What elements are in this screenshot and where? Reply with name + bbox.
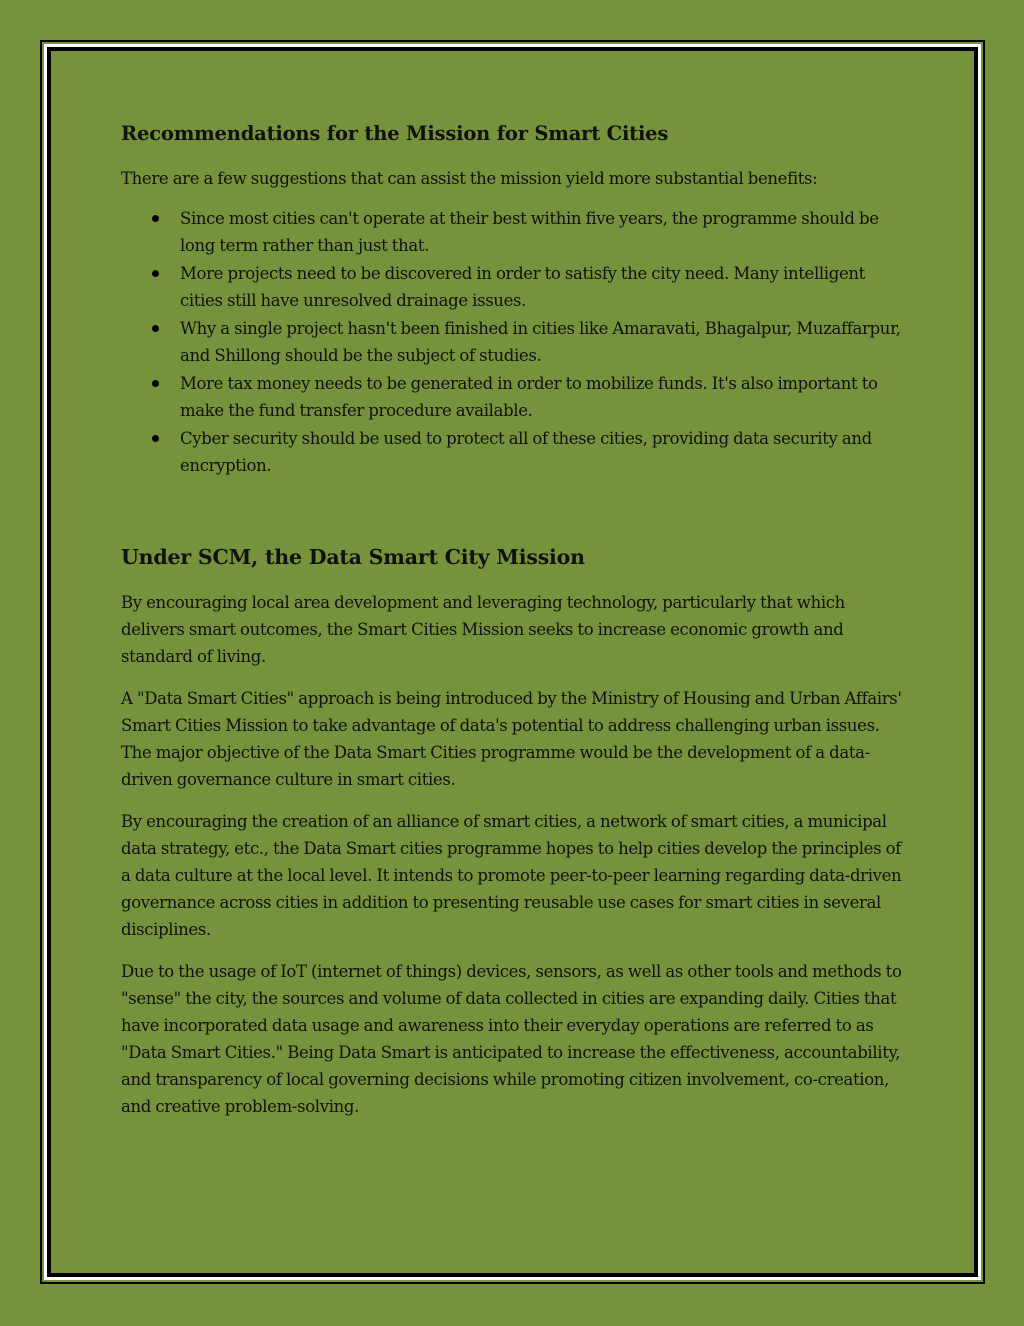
body-paragraph: Due to the usage of IoT (internet of things) devices, sensors, as well as other tools and methods to "sense" the city, the sources and volume of data collected in cities are expanding daily. Cities that have incorporated data usage and awareness into their everyday operations are referred to as "Data Smart Cities." Being Data Smart is anticipated to increase the effectiveness, accountability, and transparency of local governing decisions while promoting citizen involvement, co-creation, and creative problem-solving. bbox=[121, 962, 902, 1116]
body-paragraph: By encouraging local area development and leveraging technology, particularly that which delivers smart outcomes, the Smart Cities Mission seeks to increase economic growth and standard of living. bbox=[121, 593, 845, 666]
document-content bbox=[121, 118, 911, 1135]
list-item bbox=[121, 205, 911, 259]
bullet-icon bbox=[152, 270, 159, 277]
section-heading-recommendations: Recommendations for the Mission for Smart Cities bbox=[121, 122, 669, 145]
list-item bbox=[121, 425, 911, 479]
section-heading-data-smart-city: Under SCM, the Data Smart City Mission bbox=[121, 545, 585, 569]
bullet-icon bbox=[152, 380, 159, 387]
list-item-text: More tax money needs to be generated in order to mobilize funds. It's also important to make the fund transfer procedure available. bbox=[180, 374, 878, 420]
list-item-text: Why a single project hasn't been finished in cities like Amaravati, Bhagalpur, Muzaffarpur, and Shillong should be the subject of studies. bbox=[180, 319, 901, 365]
bullet-icon bbox=[152, 325, 159, 332]
list-item bbox=[121, 260, 911, 314]
recommendations-list bbox=[121, 205, 911, 479]
list-item-text: Cyber security should be used to protect all of these cities, providing data security and encryption. bbox=[180, 429, 872, 475]
body-paragraph: A "Data Smart Cities" approach is being introduced by the Ministry of Housing and Urban Affairs' Smart Cities Mission to take advantage of data's potential to address challenging urban issues. The major objective of the Data Smart Cities programme would be the development of a data-driven governance culture in smart cities. bbox=[121, 689, 902, 789]
intro-paragraph: There are a few suggestions that can assist the mission yield more substantial benefits: bbox=[121, 169, 818, 188]
list-item-text: More projects need to be discovered in order to satisfy the city need. Many intelligent cities still have unresolved drainage issues. bbox=[180, 264, 865, 310]
body-paragraph: By encouraging the creation of an alliance of smart cities, a network of smart cities, a municipal data strategy, etc., the Data Smart cities programme hopes to help cities develop the principles of a data culture at the local level. It intends to promote peer-to-peer learning regarding data-driven governance across cities in addition to presenting reusable use cases for smart cities in several disciplines. bbox=[121, 812, 902, 939]
list-item-text: Since most cities can't operate at their best within five years, the programme should be long term rather than just that. bbox=[180, 209, 879, 255]
bullet-icon bbox=[152, 215, 159, 222]
list-item bbox=[121, 315, 911, 369]
bullet-icon bbox=[152, 435, 159, 442]
list-item bbox=[121, 370, 911, 424]
